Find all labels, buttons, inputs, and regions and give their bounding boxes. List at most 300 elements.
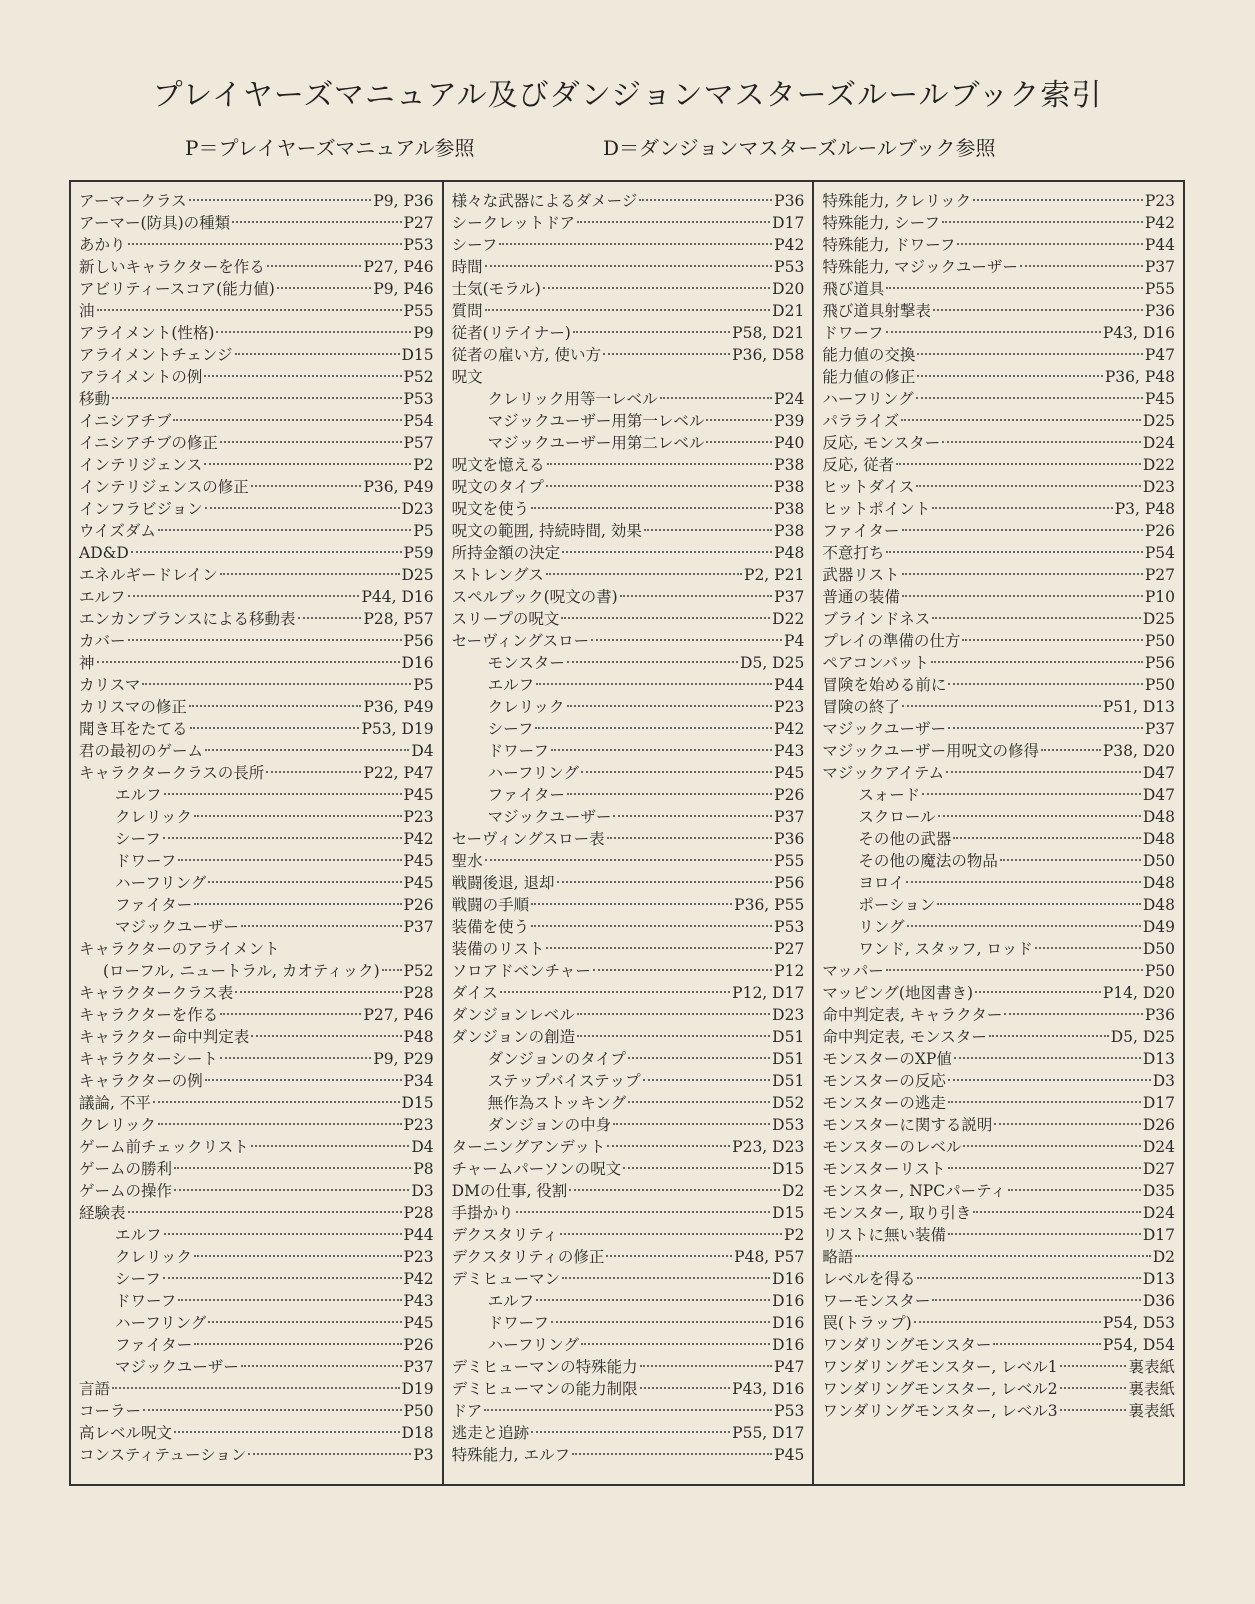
entry-term: ヒットダイス [822, 478, 915, 496]
entry-term: 冒険を始める前に [822, 676, 947, 694]
leader-dots [613, 1123, 770, 1125]
entry-term: インテリジェンス [79, 456, 203, 474]
entry-page-ref: P37 [403, 1358, 434, 1376]
index-entry [452, 850, 805, 872]
entry-page-ref: P23 [403, 1116, 434, 1134]
entry-term: 普通の装備 [822, 588, 900, 606]
entry-term: マジックユーザー用第二レベル [487, 434, 705, 452]
leader-dots [208, 881, 401, 883]
leader-dots [917, 353, 1143, 355]
entry-term: エネルギードレイン [79, 566, 218, 584]
index-entry [822, 674, 1175, 696]
leader-dots [948, 727, 1143, 729]
leader-dots [163, 1277, 402, 1279]
entry-page-ref: D24 [1142, 1138, 1175, 1156]
entry-page-ref: P24 [774, 390, 805, 408]
leader-dots [946, 771, 1141, 773]
entry-term: ファイター [822, 522, 900, 540]
index-entry [79, 674, 434, 696]
index-entry [79, 1312, 434, 1334]
entry-term: アライメントの例 [79, 368, 203, 386]
entry-term: イニシアチブの修正 [79, 434, 218, 452]
entry-page-ref: D21 [772, 302, 805, 320]
index-entry [79, 850, 434, 872]
entry-term: スォード [858, 786, 921, 804]
leader-dots [706, 441, 772, 443]
leader-dots [922, 793, 1141, 795]
entry-term: マジックユーザー [115, 918, 239, 936]
entry-page-ref: P44 [1144, 236, 1175, 254]
entry-page-ref: 裏表紙 [1128, 1358, 1175, 1376]
leader-dots [235, 353, 400, 355]
leader-dots [886, 287, 1143, 289]
entry-page-ref: P27 [403, 214, 434, 232]
legend-players-manual: P＝プレイヤーズマニュアル参照 [185, 136, 475, 160]
entry-page-ref: P12, D17 [732, 984, 805, 1002]
index-entry [79, 762, 434, 784]
index-entry [79, 1400, 434, 1422]
index-entry [452, 234, 805, 256]
entry-term: カリスマ [79, 676, 141, 694]
entry-page-ref: D47 [1142, 764, 1175, 782]
index-entry [822, 828, 1175, 850]
leader-dots [907, 925, 1141, 927]
index-entry [822, 322, 1175, 344]
leader-dots [546, 947, 772, 949]
entry-page-ref: D5, D25 [740, 654, 805, 672]
leader-dots [174, 1167, 411, 1169]
index-entry [822, 1070, 1175, 1092]
index-entry [822, 1048, 1175, 1070]
index-entry [79, 454, 434, 476]
index-column-2 [442, 182, 813, 1484]
entry-term: マジックユーザー [115, 1358, 239, 1376]
leader-dots [1000, 859, 1141, 861]
entry-page-ref: P5 [413, 676, 434, 694]
leader-dots [914, 1321, 1101, 1323]
index-entry [452, 1202, 805, 1224]
leader-dots [916, 397, 1143, 399]
entry-page-ref: P23, D23 [732, 1138, 805, 1156]
entry-page-ref: D17 [1142, 1226, 1175, 1244]
entry-term: ワンダリングモンスター, レベル2 [822, 1380, 1058, 1398]
leader-dots [1020, 265, 1143, 267]
entry-term: その他の魔法の物品 [858, 852, 998, 870]
entry-page-ref: D13 [1142, 1270, 1175, 1288]
entry-page-ref: P27 [1144, 566, 1175, 584]
leader-dots [1041, 749, 1101, 751]
index-entry [822, 454, 1175, 476]
index-entry [452, 564, 805, 586]
index-entry [79, 828, 434, 850]
leader-dots [484, 1409, 772, 1411]
leader-dots [178, 1299, 401, 1301]
leader-dots [531, 1431, 730, 1433]
index-entry [452, 674, 805, 696]
entry-term: ゲームの操作 [79, 1182, 173, 1200]
index-entry [452, 586, 805, 608]
leader-dots [591, 639, 782, 641]
entry-term: デミヒューマンの能力制限 [451, 1380, 638, 1398]
index-entry [79, 1246, 434, 1268]
entry-page-ref: P45 [403, 852, 434, 870]
entry-term: ドワーフ [487, 742, 549, 760]
leader-dots [531, 903, 732, 905]
entry-page-ref: P10 [1144, 588, 1175, 606]
entry-term: 経験表 [79, 1204, 126, 1222]
entry-term: (ローフル, ニュートラル, カオティック) [103, 962, 380, 980]
entry-page-ref: D48 [1142, 874, 1175, 892]
index-entry [452, 1092, 805, 1114]
entry-term: ワンド, スタッフ, ロッド [858, 940, 1033, 958]
index-entry [79, 1026, 434, 1048]
index-entry [822, 1290, 1175, 1312]
leader-dots [251, 1035, 401, 1037]
entry-page-ref: D23 [1142, 478, 1175, 496]
index-entry [822, 586, 1175, 608]
leader-dots [577, 1035, 770, 1037]
entry-page-ref: D4 [411, 1138, 434, 1156]
entry-term: モンスターのレベル [822, 1138, 962, 1156]
entry-term: クレリック [487, 698, 565, 716]
entry-term: ドア [451, 1402, 483, 1420]
entry-page-ref: D16 [772, 1314, 805, 1332]
entry-term: マジックユーザー用第一レベル [487, 412, 705, 430]
index-entry [79, 1268, 434, 1290]
index-entry [452, 476, 805, 498]
index-entry [79, 520, 434, 542]
entry-page-ref: P53 [774, 918, 805, 936]
entry-page-ref: P58, D21 [732, 324, 805, 342]
index-entry [822, 432, 1175, 454]
entry-page-ref: P38 [774, 522, 805, 540]
entry-page-ref: D15 [772, 1204, 805, 1222]
leader-dots [886, 551, 1143, 553]
index-entry [822, 1180, 1175, 1202]
index-entry [822, 1400, 1175, 1422]
index-entry [822, 652, 1175, 674]
entry-term: インフラビジョン [79, 500, 203, 518]
entry-page-ref: P47 [1144, 346, 1175, 364]
entry-page-ref: P37 [403, 918, 434, 936]
entry-term: 新しいキャラクターを作る [79, 258, 265, 276]
index-entry [822, 740, 1175, 762]
leader-dots [1004, 1013, 1142, 1015]
entry-page-ref: D16 [772, 1270, 805, 1288]
entry-page-ref: P42 [403, 830, 434, 848]
entry-page-ref: D35 [1142, 1182, 1175, 1200]
leader-dots [901, 419, 1141, 421]
index-entry [452, 498, 805, 520]
entry-page-ref: D47 [1142, 786, 1175, 804]
entry-term: リング [858, 918, 905, 936]
entry-term: デミヒューマンの特殊能力 [451, 1358, 638, 1376]
entry-page-ref: D3 [1152, 1072, 1175, 1090]
leader-dots [194, 903, 401, 905]
entry-page-ref: D4 [411, 742, 434, 760]
index-entry [452, 1004, 805, 1026]
entry-page-ref: P27 [774, 940, 805, 958]
index-entry [452, 1070, 805, 1092]
entry-page-ref: P36, D58 [732, 346, 805, 364]
entry-page-ref: P27, P46 [363, 258, 434, 276]
leader-dots [499, 243, 772, 245]
entry-page-ref: P34 [403, 1072, 434, 1090]
entry-term: 戦闘の手順 [451, 896, 530, 914]
leader-dots [640, 1365, 773, 1367]
entry-term: ダンジョンレベル [451, 1006, 575, 1024]
entry-term: 能力値の修正 [822, 368, 916, 386]
leader-dots [220, 441, 402, 443]
index-entry [822, 938, 1175, 960]
leader-dots [957, 243, 1142, 245]
entry-term: キャラクタークラス表 [79, 984, 234, 1002]
index-entry [452, 1158, 805, 1180]
leader-dots [902, 595, 1143, 597]
leader-dots [174, 1189, 409, 1191]
index-entry [452, 278, 805, 300]
index-entry [79, 806, 434, 828]
leader-dots [948, 683, 1143, 685]
leader-dots [251, 1145, 410, 1147]
entry-page-ref: D17 [1142, 1094, 1175, 1112]
entry-page-ref: P51, D13 [1102, 698, 1175, 716]
leader-dots [485, 265, 773, 267]
entry-term: 不意打ち [822, 544, 885, 562]
leader-dots [933, 309, 1143, 311]
entry-page-ref: D20 [772, 280, 805, 298]
index-entry [822, 1158, 1175, 1180]
leader-dots [628, 1057, 770, 1059]
index-entry [79, 1114, 434, 1136]
entry-page-ref: P37 [1144, 258, 1175, 276]
entry-term: マジックユーザー [487, 808, 612, 826]
index-entry [79, 696, 434, 718]
entry-term: キャラクターシート [79, 1050, 218, 1068]
entry-page-ref: P48 [774, 544, 805, 562]
leader-dots [143, 1409, 401, 1411]
entry-term: マジックアイテム [822, 764, 945, 782]
index-entry [79, 498, 434, 520]
leader-dots [194, 1343, 401, 1345]
index-entry [452, 740, 805, 762]
entry-page-ref: D25 [1142, 412, 1175, 430]
entry-term: エルフ [79, 588, 126, 606]
leader-dots [916, 485, 1140, 487]
index-entry [452, 630, 805, 652]
index-entry [822, 476, 1175, 498]
entry-term: 呪文 [451, 368, 483, 386]
entry-page-ref: P9 [413, 324, 434, 342]
leader-dots [277, 287, 372, 289]
leader-dots [189, 199, 372, 201]
leader-dots [158, 529, 411, 531]
index-entry [79, 542, 434, 564]
entry-term: クレリック [79, 1116, 156, 1134]
entry-term: 罠(トラップ) [822, 1314, 912, 1332]
leader-dots [948, 1233, 1141, 1235]
entry-page-ref: D50 [1142, 940, 1175, 958]
entry-term: コーラー [79, 1402, 142, 1420]
entry-page-ref: P43 [774, 742, 805, 760]
entry-page-ref: D25 [401, 566, 434, 584]
leader-dots [173, 419, 401, 421]
index-entry [452, 520, 805, 542]
index-entry [79, 608, 434, 630]
entry-page-ref: P44, D16 [361, 588, 434, 606]
entry-term: 特殊能力, シーフ [822, 214, 940, 232]
leader-dots [902, 705, 1101, 707]
leader-dots [569, 1189, 780, 1191]
entry-term: モンスターの逃走 [822, 1094, 946, 1112]
index-entry [79, 278, 434, 300]
index-entry [452, 696, 805, 718]
entry-page-ref: P9, P29 [373, 1050, 434, 1068]
entry-page-ref: P36, P49 [363, 478, 434, 496]
index-entry [79, 1180, 434, 1202]
index-entry [452, 1224, 805, 1246]
entry-page-ref: 裏表紙 [1128, 1402, 1175, 1420]
leader-dots [942, 221, 1143, 223]
entry-term: アライメントチェンジ [79, 346, 233, 364]
entry-page-ref: P36 [1144, 1006, 1175, 1024]
leader-dots [620, 595, 773, 597]
leader-dots [97, 309, 402, 311]
index-entry [79, 432, 434, 454]
entry-term: アライメント(性格) [79, 324, 215, 342]
leader-dots [562, 1277, 770, 1279]
entry-term: 特殊能力, エルフ [451, 1446, 571, 1464]
leader-dots [886, 969, 1143, 971]
entry-page-ref: P54, D53 [1102, 1314, 1175, 1332]
entry-term: スリープの呪文 [451, 610, 560, 628]
leader-dots [902, 573, 1143, 575]
leader-dots [962, 639, 1142, 641]
leader-dots [164, 793, 402, 795]
entry-term: シークレットドア [451, 214, 576, 232]
index-entry [822, 1092, 1175, 1114]
entry-page-ref: P43, D16 [732, 1380, 805, 1398]
index-entry [79, 564, 434, 586]
entry-term: セーヴィングスロー表 [451, 830, 605, 848]
entry-page-ref: D51 [772, 1050, 805, 1068]
entry-page-ref: P37 [1144, 720, 1175, 738]
leader-dots [989, 1035, 1109, 1037]
leader-dots [937, 903, 1141, 905]
entry-term: エルフ [115, 1226, 162, 1244]
index-entry [822, 388, 1175, 410]
leader-dots [547, 463, 773, 465]
leader-dots [531, 925, 772, 927]
entry-page-ref: P45 [774, 1446, 805, 1464]
index-entry [452, 322, 805, 344]
index-entry [79, 410, 434, 432]
entry-term: 質問 [451, 302, 483, 320]
entry-term: シーフ [115, 1270, 161, 1288]
entry-page-ref: D16 [772, 1336, 805, 1354]
leader-dots [975, 991, 1101, 993]
entry-term: キャラクタークラスの長所 [79, 764, 265, 782]
entry-page-ref: P36 [774, 830, 805, 848]
entry-page-ref: P48, P57 [734, 1248, 805, 1266]
entry-page-ref: P53, D19 [361, 720, 434, 738]
leader-dots [917, 375, 1102, 377]
entry-page-ref: P52 [403, 962, 434, 980]
index-entry [79, 586, 434, 608]
leader-dots [932, 507, 1112, 509]
index-entry [822, 608, 1175, 630]
entry-page-ref: D19 [401, 1380, 434, 1398]
entry-page-ref: P26 [403, 896, 434, 914]
entry-page-ref: P36, P49 [363, 698, 434, 716]
entry-term: 飛び道具 [822, 280, 885, 298]
index-entry [452, 1290, 805, 1312]
leader-dots [241, 925, 402, 927]
entry-term: モンスター, 取り引き [822, 1204, 972, 1222]
entry-page-ref: D26 [1142, 1116, 1175, 1134]
leader-dots [560, 1233, 782, 1235]
entry-term: ブラインドネス [822, 610, 931, 628]
index-entry [79, 1092, 434, 1114]
entry-page-ref: D24 [1142, 434, 1175, 452]
entry-page-ref: P57 [403, 434, 434, 452]
index-entry [822, 762, 1175, 784]
index-entry [79, 1202, 434, 1224]
entry-term: キャラクターを作る [79, 1006, 219, 1024]
entry-term: 呪文を憶える [451, 456, 545, 474]
entry-term: ダンジョンのタイプ [487, 1050, 626, 1068]
entry-term: アーマークラス [79, 192, 187, 210]
entry-page-ref: P23 [403, 808, 434, 826]
entry-page-ref: P2 [784, 1226, 805, 1244]
index-entry [79, 630, 434, 652]
leader-dots [640, 1387, 730, 1389]
entry-page-ref: P8 [413, 1160, 434, 1178]
leader-dots [131, 551, 402, 553]
leader-dots [643, 1079, 771, 1081]
entry-page-ref: P23 [403, 1248, 434, 1266]
index-entry [452, 1422, 805, 1444]
leader-dots [485, 859, 773, 861]
index-entry [452, 652, 805, 674]
leader-dots [164, 1233, 402, 1235]
index-entry [822, 1224, 1175, 1246]
entry-term: 聖水 [451, 852, 483, 870]
index-entry [822, 300, 1175, 322]
leader-dots [660, 397, 773, 399]
leader-dots [128, 595, 360, 597]
leader-dots [932, 1299, 1140, 1301]
leader-dots [1035, 947, 1141, 949]
entry-page-ref: D48 [1142, 808, 1175, 826]
leader-dots [536, 1299, 770, 1301]
index-entry [79, 916, 434, 938]
entry-page-ref: P23 [774, 698, 805, 716]
entry-term: モンスターの反応 [822, 1072, 946, 1090]
entry-term: 高レベル呪文 [79, 1424, 173, 1442]
leader-dots [1060, 1387, 1127, 1389]
entry-term: ワンダリングモンスター, レベル3 [822, 1402, 1058, 1420]
leader-dots [516, 1211, 771, 1213]
leader-dots [902, 529, 1143, 531]
entry-term: 従者の雇い方, 使い方 [451, 346, 602, 364]
entry-term: シーフ [451, 236, 498, 254]
entry-term: スクロール [858, 808, 936, 826]
leader-dots [896, 463, 1141, 465]
index-entry [452, 542, 805, 564]
entry-term: 呪文の範囲, 持続時間, 効果 [451, 522, 642, 540]
leader-dots [607, 837, 773, 839]
